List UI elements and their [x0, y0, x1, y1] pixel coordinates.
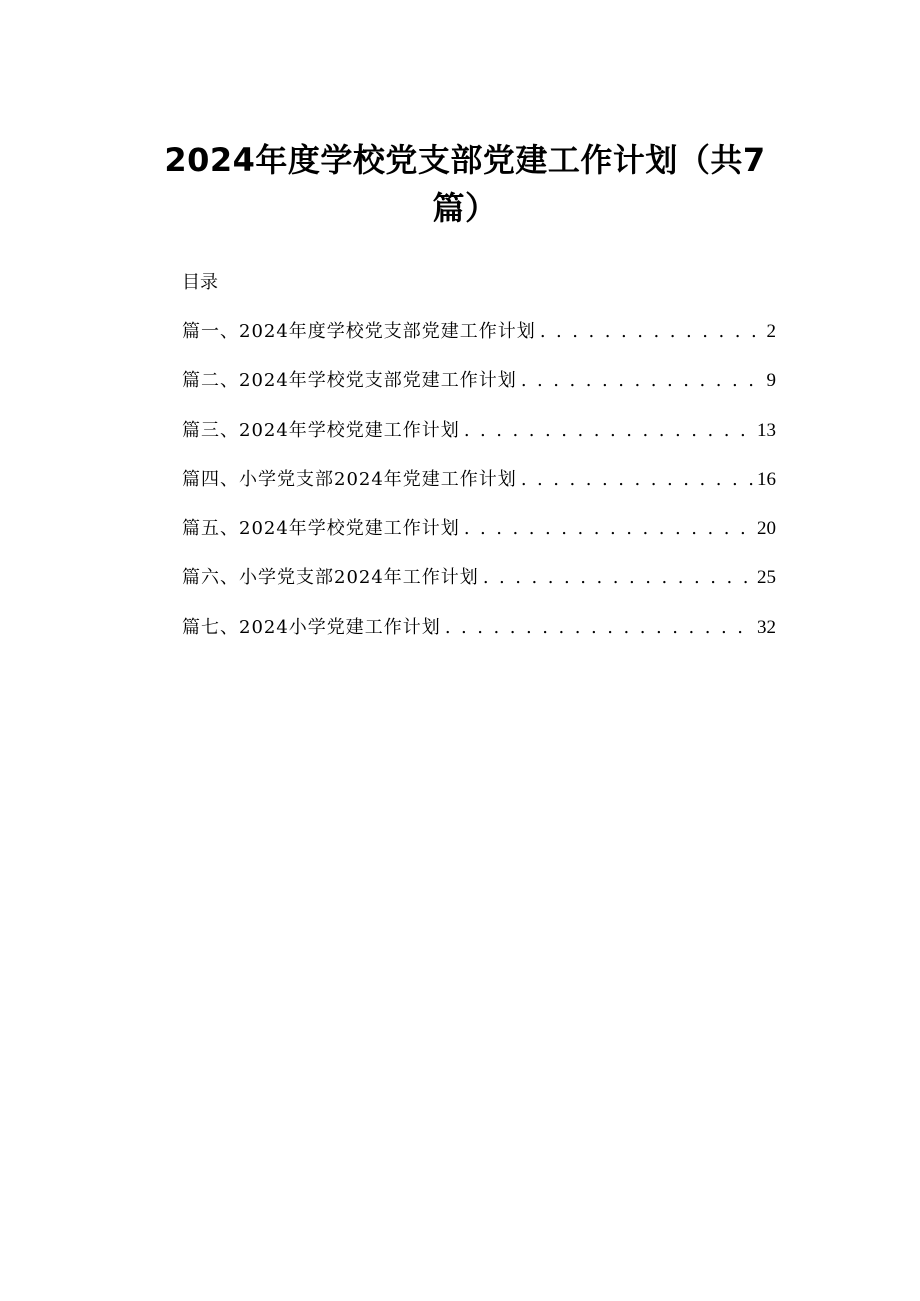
- toc-page-number: 2: [766, 321, 776, 342]
- toc-entry[interactable]: [182, 467, 776, 516]
- toc-entry[interactable]: [182, 516, 776, 565]
- toc-heading: 目录: [182, 272, 218, 293]
- toc-dot-leader: [540, 319, 763, 345]
- table-of-contents: [182, 319, 776, 664]
- toc-page-number: 20: [757, 518, 776, 540]
- toc-entry[interactable]: [182, 319, 776, 368]
- toc-entry-label: 篇四、小学党支部2024年党建工作计划: [182, 468, 517, 490]
- toc-dot-leader: [521, 368, 763, 394]
- toc-entry[interactable]: [182, 418, 776, 467]
- toc-entry-label: 篇一、2024年度学校党支部党建工作计划: [182, 321, 536, 342]
- toc-page-number: 13: [757, 419, 776, 441]
- toc-entry-label: 篇六、小学党支部2024年工作计划: [182, 567, 479, 589]
- toc-dot-leader: [464, 516, 753, 542]
- toc-dot-leader: [483, 565, 753, 591]
- toc-entry-label: 篇二、2024年学校党支部党建工作计划: [182, 370, 517, 392]
- toc-dot-leader: [464, 418, 753, 444]
- toc-entry-label: 篇七、2024小学党建工作计划: [182, 616, 441, 638]
- toc-dot-leader: [521, 467, 753, 493]
- toc-dot-leader: [445, 615, 753, 641]
- toc-page-number: 16: [757, 468, 776, 490]
- toc-entry-label: 篇三、2024年学校党建工作计划: [182, 419, 460, 441]
- toc-entry[interactable]: [182, 565, 776, 614]
- toc-entry[interactable]: [182, 615, 776, 664]
- toc-entry[interactable]: [182, 368, 776, 417]
- document-title: 2024年度学校党支部党建工作计划（共7篇）: [164, 141, 766, 227]
- toc-page-number: 32: [757, 616, 776, 638]
- toc-page-number: 9: [766, 370, 776, 392]
- toc-page-number: 25: [757, 567, 776, 589]
- toc-entry-label: 篇五、2024年学校党建工作计划: [182, 518, 460, 540]
